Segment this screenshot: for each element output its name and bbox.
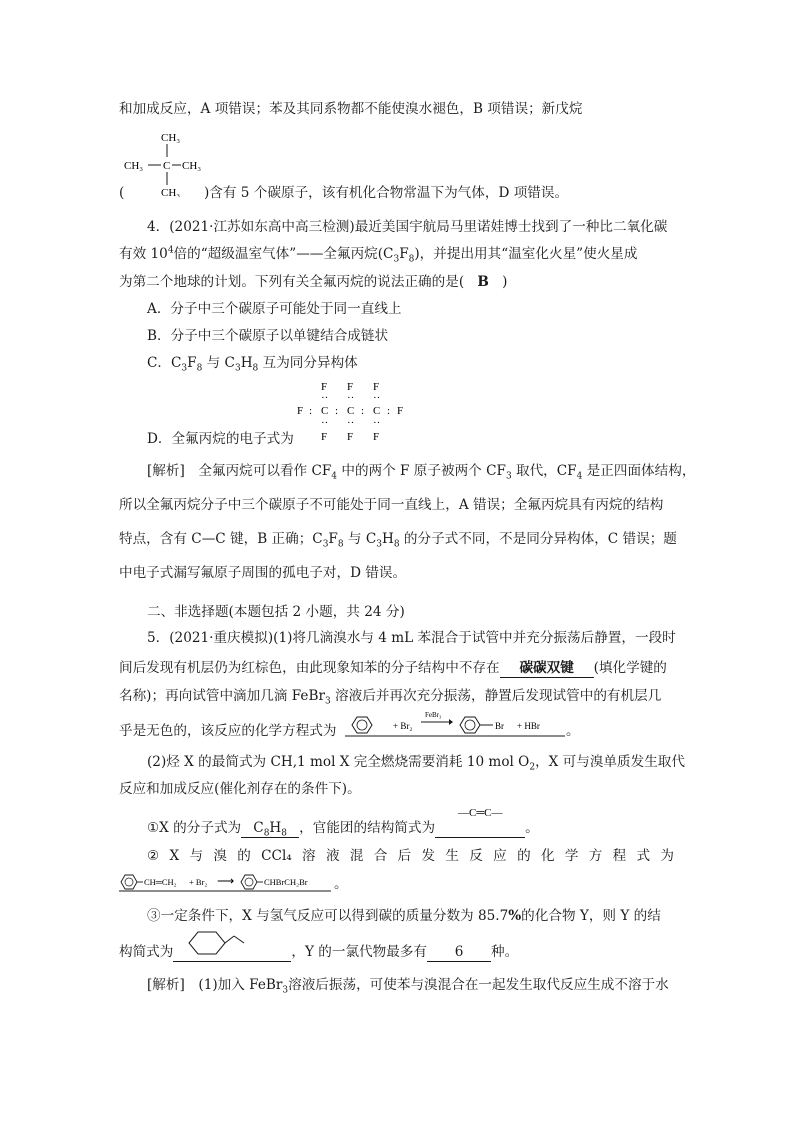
c-center: C xyxy=(163,160,171,172)
subscript: 3 xyxy=(393,254,400,265)
electron-dots: ·· xyxy=(321,392,329,404)
justified-char: 混 xyxy=(349,848,364,864)
electron-dots: ·· xyxy=(347,392,355,404)
styrene-bromination-equation xyxy=(119,872,334,892)
justified-char: 的 xyxy=(237,848,251,864)
text: F xyxy=(328,531,338,547)
text: C．C xyxy=(147,355,182,371)
text-line: ( xyxy=(119,185,125,201)
text: % xyxy=(508,908,522,924)
justified-char: 化 xyxy=(540,848,555,864)
analysis-line4: 中电子式漏写氟原子周围的孤电子对，D 错误。 xyxy=(119,565,407,581)
text: 特点，含有 C—C 键，B 正确；C xyxy=(119,531,323,547)
text-line: 。 xyxy=(566,723,580,739)
f-atom: F xyxy=(347,431,354,443)
sub-question-1 xyxy=(147,818,539,838)
f-atom: F xyxy=(397,405,404,417)
text: 与 C xyxy=(202,355,235,371)
text-line: )含有 5 个碳原子，该有机化合物常温下为气体，D 项错误。 xyxy=(204,185,569,201)
text: ，X 可与溴单质发生取代 xyxy=(535,754,685,770)
justified-char: 式 xyxy=(636,848,651,864)
justified-char: 溴 xyxy=(213,848,227,864)
text: [解析] 全氟丙烷可以看作 CF xyxy=(147,463,332,479)
reagent: + Br₂ xyxy=(189,877,208,887)
text: ，Y 的一氯代物最多有 xyxy=(291,944,428,960)
arrow-icon: ⟶ xyxy=(217,874,235,888)
colon: : xyxy=(361,405,365,417)
text: 溶液后振荡，可使苯与溴混合在一起发生取代反应生成不溶于水 xyxy=(288,977,669,993)
product-br: Br xyxy=(495,721,504,731)
justified-char: 生 xyxy=(445,848,459,864)
question-4-line3 xyxy=(119,272,507,292)
f-atom: F xyxy=(373,381,380,393)
subscript: 2 xyxy=(529,762,536,773)
justified-char: 后 xyxy=(397,848,412,864)
text: 种。 xyxy=(491,944,519,960)
question-5-line3 xyxy=(119,686,661,706)
subscript: 8 xyxy=(196,363,203,374)
ch3-right: CH₃ xyxy=(182,160,202,172)
text-line: 和加成反应，A 项错误；苯及其同系物都不能使溴水褪色，B 项错误；新戊烷 xyxy=(119,101,583,117)
c-atom: C xyxy=(321,405,329,417)
neopentane-structure xyxy=(124,129,214,197)
text: )，并提出用其“温室化火星”使火星成 xyxy=(414,246,638,262)
justified-char: CCl₄ xyxy=(261,848,292,864)
text: 间后发现有机层仍为红棕色，由此现象知苯的分子结构中不存在 xyxy=(119,660,500,676)
analysis-line5 xyxy=(147,975,669,995)
question-4-line1: 4．(2021·江苏如东高中高三检测)最近美国宇航局马里诺娃博士找到了一种比二氧化碳 xyxy=(147,219,668,235)
text: 的分子式不同，不是同分异构体，C 错误；题 xyxy=(399,531,677,547)
answer-blank xyxy=(173,943,291,962)
catalyst: FeBr₃ xyxy=(425,711,442,719)
product: CHBrCH₂Br xyxy=(264,877,308,887)
subscript: 3 xyxy=(181,363,188,374)
text: H xyxy=(240,355,253,371)
question-5-line4: 乎是无色的，该反应的化学方程式为 xyxy=(119,723,337,739)
electron-formula-svg xyxy=(297,378,409,444)
question-4-line2 xyxy=(119,244,637,264)
sub-question-3-line1 xyxy=(147,906,661,926)
f-atom: F xyxy=(373,431,380,443)
text: H xyxy=(269,820,282,836)
f-atom: F xyxy=(321,381,328,393)
subscript: 3 xyxy=(322,539,329,550)
subscript: 3 xyxy=(234,363,241,374)
justified-char: 为 xyxy=(660,848,674,864)
answer-blank xyxy=(435,819,525,838)
text: 与 C xyxy=(343,531,377,547)
text: 是正四面体结构， xyxy=(582,463,696,479)
benzene-ring-icon xyxy=(352,717,372,733)
colon: : xyxy=(309,405,313,417)
c-atom: C xyxy=(347,405,355,417)
subscript: 3 xyxy=(324,696,331,707)
justified-char: 应 xyxy=(493,848,507,864)
electron-dots: ·· xyxy=(373,417,381,429)
styrene-equation-svg xyxy=(119,872,334,892)
text: 互为同分异构体 xyxy=(258,355,358,371)
text: ) xyxy=(502,274,508,290)
text: (2)烃 X 的最简式为 CH,1 mol X 完全燃烧需要消耗 10 mol O xyxy=(147,754,530,770)
benzene-ring-icon xyxy=(241,875,257,889)
colon: : xyxy=(387,405,391,417)
colon: : xyxy=(335,405,339,417)
option-d: D．全氟丙烷的电子式为 xyxy=(147,431,294,447)
subscript: 8 xyxy=(252,363,259,374)
justified-char: 液 xyxy=(325,848,340,864)
subscript: 3 xyxy=(376,539,382,550)
question-5-line1: 5．(2021·重庆模拟)(1)将几滴溴水与 4 mL 苯混合于试管中并充分振荡后静置，一段时 xyxy=(147,630,676,646)
arrow-icon xyxy=(449,719,453,725)
subscript: 3 xyxy=(505,471,512,482)
c-atom: C xyxy=(373,405,381,417)
justified-char: 方 xyxy=(588,848,603,864)
text: 名称)；再向试管中滴加几滴 FeBr xyxy=(119,688,325,704)
text: 构简式为 xyxy=(119,944,174,960)
text: C xyxy=(253,820,264,836)
analysis-line3 xyxy=(119,529,677,549)
text: 的化合物 Y，则 Y 的结 xyxy=(521,908,661,924)
electron-dots: ·· xyxy=(321,417,329,429)
text: (填化学键的 xyxy=(593,660,667,676)
subscript: 4 xyxy=(576,471,583,482)
option-c xyxy=(147,353,358,373)
answer-blank: 碳碳双键 xyxy=(500,659,594,678)
justified-char: ② xyxy=(147,848,160,864)
benzene-ring-icon xyxy=(460,717,480,733)
f-atom: F xyxy=(321,431,328,443)
ch3-left: CH₃ xyxy=(124,160,144,172)
reagent: + Br₂ xyxy=(393,721,413,731)
subscript: 8 xyxy=(263,828,270,839)
analysis-line1 xyxy=(147,461,695,481)
justified-char: 溶 xyxy=(302,848,316,864)
text: 取代，CF xyxy=(511,463,577,479)
cc-double-bond: —C═C— xyxy=(458,807,503,819)
subscript: 4 xyxy=(331,471,338,482)
benzene-ring-icon xyxy=(121,875,137,889)
text: 中的两个 F 原子被两个 CF xyxy=(337,463,506,479)
justified-char: 与 xyxy=(189,848,204,864)
section-heading: 二、非选择题(本题包括 2 小题，共 24 分) xyxy=(147,604,405,620)
justified-char: 发 xyxy=(421,848,436,864)
superscript: 4 xyxy=(167,245,174,256)
option-b: B．分子中三个碳原子以单键结合成链状 xyxy=(147,328,389,344)
text: ①X 的分子式为 xyxy=(147,820,242,836)
analysis-line2: 所以全氟丙烷分子中三个碳原子不可能处于同一直线上，A 错误；全氟丙烷具有丙烷的结构 xyxy=(119,497,664,513)
sub-question-2 xyxy=(147,846,674,866)
justified-char: 合 xyxy=(373,848,388,864)
subscript: 8 xyxy=(393,539,400,550)
f-atom: F xyxy=(347,381,354,393)
justified-char: X xyxy=(169,848,180,864)
part-2-line1 xyxy=(147,752,685,772)
answer-blank: 6 xyxy=(427,943,491,962)
bromination-equation-svg xyxy=(345,708,565,738)
text: 倍的“超级温室气体”——全氟丙烷(C xyxy=(173,246,394,262)
subscript: 3 xyxy=(282,985,289,996)
text: [解析] (1)加入 FeBr xyxy=(147,977,283,993)
neopentane-svg xyxy=(124,129,214,197)
ch3-top: CH₃ xyxy=(161,132,181,144)
sub-question-3-line2 xyxy=(119,942,518,962)
electron-dots: ·· xyxy=(347,417,355,429)
subscript: 8 xyxy=(337,539,344,550)
answer-blank xyxy=(241,819,299,838)
answer-choice: B xyxy=(477,274,489,290)
option-a: A．分子中三个碳原子可能处于同一直线上 xyxy=(147,301,402,317)
text: ③一定条件下，X 与氢气反应可以得到碳的质量分数为 85.7 xyxy=(147,908,509,924)
vinyl-group: CH═CH₂ xyxy=(144,877,177,887)
justified-char: 的 xyxy=(517,848,531,864)
electron-formula xyxy=(297,378,409,444)
subscript: 8 xyxy=(281,828,288,839)
justified-char: 反 xyxy=(469,848,483,864)
electron-dots: ·· xyxy=(373,392,381,404)
text: 。 xyxy=(525,820,539,836)
text: F xyxy=(187,355,197,371)
justified-char: 程 xyxy=(612,848,627,864)
subscript: 8 xyxy=(408,254,415,265)
text: H xyxy=(381,531,394,547)
part-2-line2: 反应和加成反应(催化剂存在的条件下)。 xyxy=(119,781,361,797)
product-hbr: + HBr xyxy=(517,721,540,731)
text: 为第二个地球的计划。下列有关全氟丙烷的说法正确的是( xyxy=(119,274,465,290)
f-atom: F xyxy=(297,405,304,417)
justified-char: 学 xyxy=(564,848,579,864)
text: 溶液后并再次充分振荡，静置后发现试管中的有机层几 xyxy=(330,688,662,704)
bromination-equation xyxy=(345,708,565,738)
ch3-bottom: CH₃ xyxy=(161,187,181,197)
question-5-line2 xyxy=(119,658,667,678)
text-line: 。 xyxy=(334,876,348,892)
text: ，官能团的结构简式为 xyxy=(299,820,436,836)
text: 有效 10 xyxy=(119,246,168,262)
text: F xyxy=(399,246,409,262)
